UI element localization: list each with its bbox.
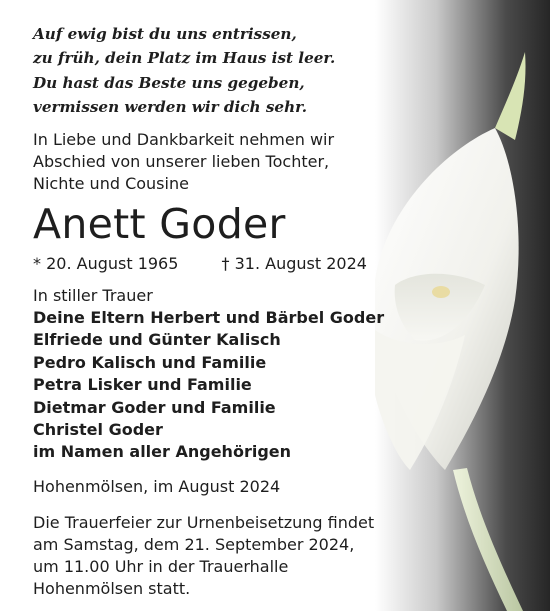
memorial-poem [33, 22, 413, 120]
mourner-entry: Christel Goder [33, 420, 163, 440]
deceased-name: Anett Goder [33, 199, 286, 248]
mourner-entry: Pedro Kalisch und Familie [33, 352, 267, 372]
ceremony-info [33, 512, 413, 600]
ceremony-line: Hohenmölsen statt. [33, 578, 191, 598]
mourners-list [33, 285, 413, 464]
intro-line: Nichte und Cousine [33, 173, 189, 193]
death-date: † 31. August 2024 [221, 253, 367, 273]
birth-date: * 20. August 1965 [33, 253, 179, 273]
ceremony-line: um 11.00 Uhr in der Trauerhalle [33, 556, 289, 576]
mourner-entry: Dietmar Goder und Familie [33, 397, 276, 417]
notice-text [33, 22, 413, 600]
ceremony-line: am Samstag, dem 21. September 2024, [33, 534, 355, 554]
mourner-entry: Petra Lisker und Familie [33, 375, 252, 395]
mourner-entry: Deine Eltern Herbert und Bärbel Goder [33, 308, 385, 328]
poem-line: vermissen werden wir dich sehr. [33, 98, 308, 117]
ceremony-line: Die Trauerfeier zur Urnenbeisetzung findet [33, 512, 375, 532]
mourner-entry: im Namen aller Angehörigen [33, 442, 292, 462]
poem-line: Auf ewig bist du uns entrissen, [33, 25, 297, 43]
intro-line: In Liebe und Dankbarkeit nehmen wir [33, 129, 335, 149]
mourners-lead: In stiller Trauer [33, 285, 153, 305]
poem-line: Du hast das Beste uns gegeben, [33, 73, 305, 92]
mourner-entry: Elfriede und Günter Kalisch [33, 330, 281, 350]
life-dates [33, 253, 413, 275]
poem-line: zu früh, dein Platz im Haus ist leer. [33, 49, 336, 68]
intro-text [33, 129, 413, 195]
intro-line: Abschied von unserer lieben Tochter, [33, 151, 330, 171]
place-and-date: Hohenmölsen, im August 2024 [33, 476, 281, 496]
